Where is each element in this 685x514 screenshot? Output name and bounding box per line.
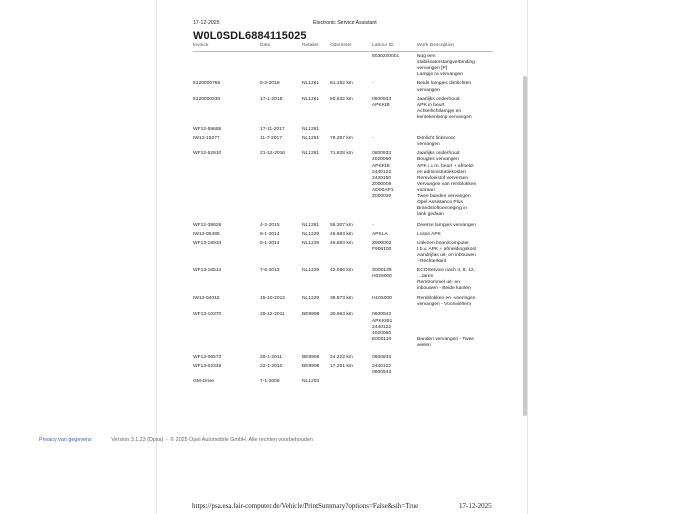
retailer-cell: NL1229 [302, 296, 320, 302]
work-line: ...Jaren [417, 274, 434, 279]
odometer-cell: 46.683 km [330, 232, 353, 238]
work-line: Losse APK [417, 232, 441, 238]
labour-id: 0600933 [372, 96, 392, 102]
scrollbar-thumb[interactable] [523, 76, 527, 416]
labour-id-cell [372, 296, 417, 312]
date-cell: 21-12-2016 [260, 151, 286, 157]
work-line: Twee banden vervangen [417, 193, 471, 199]
date-cell: 8-1-2014 [260, 232, 280, 238]
work-line: inbouwen - Beide kanten [417, 286, 471, 292]
date-cell [260, 52, 302, 82]
retailer-cell: NL1261 [302, 127, 320, 133]
date-cell: 29-12-2011 [260, 312, 285, 318]
work-line: vervangen [P] [417, 66, 448, 72]
labour-id: 2440122 [372, 324, 392, 330]
labour-id-cell [372, 355, 417, 364]
work-description-cell [417, 136, 493, 151]
work-line: Jaarlijks onderhoud [417, 151, 460, 157]
labour-id: APKKIB [372, 163, 390, 169]
labour-id: 8030200001 [372, 54, 400, 60]
invoice-cell: 5120000766 [193, 81, 221, 87]
labour-id: - [372, 223, 374, 229]
service-summary [193, 20, 493, 388]
odometer-cell: 30.963 km [330, 312, 353, 318]
labour-id: 4020060 [372, 330, 392, 336]
print-url: https://psa.esa.fair-computer.de/Vehicle/PrintSummary?options=False&sih=True [192, 502, 419, 510]
retailer-cell: BE9998 [302, 312, 320, 318]
work-line: wielen [417, 342, 431, 348]
invoice-cell: WF13-06573 [193, 355, 222, 361]
labour-id: Z000030 [372, 193, 392, 199]
work-line: t.b.v. APK + afmeldingskost [417, 246, 477, 252]
date-cell: 22-1-2010 [260, 364, 283, 370]
retailer-cell: NL1229 [302, 267, 320, 273]
work-line: - Rechterkant [417, 258, 447, 264]
labour-id-cell [372, 151, 417, 223]
retailer-cell: NL1229 [302, 232, 320, 238]
work-line: en administratiekosten [417, 169, 466, 175]
app-title: Electronic Service Assistant [313, 20, 377, 26]
col-labour-id: Labour ID [372, 43, 417, 52]
retailer-cell [302, 52, 330, 82]
table-row [193, 136, 493, 151]
invoice-cell: 5120000330 [193, 96, 221, 102]
table-row [193, 268, 493, 296]
service-history-table [193, 43, 493, 388]
odometer-cell: 24.222 km [330, 355, 353, 361]
retailer-cell: NL1203 [302, 379, 320, 385]
labour-id: Z900002 [372, 240, 392, 246]
work-line: Jaarlijks onderhoud [417, 96, 460, 102]
work-line: Nog een [417, 54, 436, 60]
odometer-cell: 46.683 km [330, 240, 353, 246]
invoice-cell: GM-Drive [193, 379, 214, 385]
work-line: vervangen [417, 142, 440, 148]
header-date: 17-12-2025 [193, 20, 220, 26]
labour-id-cell [372, 312, 417, 355]
labour-id-cell [372, 81, 417, 96]
work-description-cell [417, 312, 493, 355]
retailer-cell: NL1261 [302, 81, 320, 87]
odometer-cell [330, 52, 372, 82]
work-description-cell [417, 296, 493, 312]
table-header-row [193, 43, 493, 52]
copyright-text: © 2025 Opel Automobile GmbH. Alle rechten voorbehouden [170, 437, 313, 443]
work-description-cell [417, 364, 493, 379]
odometer-cell [330, 127, 372, 136]
table-row [193, 296, 493, 312]
labour-id-cell [372, 52, 417, 82]
table-row [193, 364, 493, 379]
labour-id: S000135 [372, 267, 392, 273]
labour-id: 0600943 [372, 370, 392, 376]
work-description-cell [417, 355, 493, 364]
work-description-cell [417, 232, 493, 240]
table-row [193, 312, 493, 355]
date-cell: 4-2-2015 [260, 223, 280, 229]
retailer-cell: BE9998 [302, 355, 320, 361]
table-row [193, 81, 493, 96]
labour-id: AD00AP1 [372, 187, 394, 193]
work-line: Brandstoftoevoeging in [417, 206, 468, 212]
retailer-cell: NL1261 [302, 96, 320, 102]
retailer-cell: NL1261 [302, 223, 320, 229]
invoice-cell: WF13-16514 [193, 267, 222, 273]
table-row [193, 151, 493, 223]
work-line: APK i.c.m. beurt + afmeld- [417, 163, 475, 169]
table-row [193, 241, 493, 268]
labour-id: 4020060 [372, 157, 392, 163]
invoice-cell: WF12-52910 [193, 151, 222, 157]
labour-id: APKKIB1 [372, 318, 393, 324]
work-line: Remvloeistof verversen [417, 175, 469, 181]
date-cell: 17-11-2017 [260, 127, 285, 133]
invoice-cell: WF12-38626 [193, 223, 222, 229]
work-line: Banden vervangen - Twee [417, 336, 475, 342]
odometer-cell: 76.287 km [330, 136, 353, 142]
labour-id: 2440122 [372, 169, 392, 175]
table-row [193, 127, 493, 136]
work-line: Remblokken en -voeringen [417, 296, 476, 302]
work-description-cell [417, 81, 493, 96]
retailer-cell: BE9998 [302, 364, 320, 370]
work-line: Lampje ra vervangen [417, 72, 463, 78]
vin-number: W0L0SDL6884115025 [193, 30, 307, 42]
labour-id-cell [372, 268, 417, 296]
work-line: Uitlezen boordcomputer [417, 240, 469, 246]
table-row [193, 355, 493, 364]
labour-id-cell [372, 379, 417, 388]
col-date: Date [260, 43, 302, 52]
work-line: kentekenlamp vervangen [417, 114, 472, 120]
retailer-cell: NL1261 [302, 151, 320, 157]
work-line: vooraan [417, 187, 435, 193]
col-invoice: Invoice [193, 43, 260, 52]
odometer-cell: 80.632 km [330, 96, 353, 102]
labour-id-cell [372, 136, 417, 151]
work-line: Beide lampjes dimlichten [417, 81, 472, 87]
work-description-cell [417, 151, 493, 223]
invoice-cell: WF13-18934 [193, 240, 222, 246]
odometer-cell: 42.066 km [330, 267, 353, 273]
labour-id: H026000 [372, 274, 392, 279]
work-description-cell [417, 379, 493, 388]
date-cell: 26-1-2011 [260, 355, 282, 361]
labour-id: APKLA [372, 232, 388, 238]
odometer-cell [330, 379, 372, 388]
table-row [193, 97, 493, 127]
work-line: stabilisatorstangverbinding [417, 60, 475, 66]
page-footer [39, 437, 313, 443]
work-line: Achterlichtlampje en [417, 108, 462, 114]
retailer-cell: NL1261 [302, 136, 320, 142]
invoice-cell: WF13-10370 [193, 312, 222, 318]
privacy-link[interactable]: Privacy van gegevens [39, 437, 92, 443]
date-cell: 7-6-2013 [260, 267, 280, 273]
labour-id: H105000 [372, 296, 392, 302]
odometer-cell: 81.152 km [330, 81, 353, 87]
print-header [193, 20, 493, 30]
work-line: APK in beurt [417, 102, 445, 108]
col-work-description: Work Description [417, 43, 493, 52]
labour-id-cell [372, 97, 417, 127]
date-cell: 8-1-2014 [260, 240, 280, 246]
date-cell: 17-1-2018 [260, 96, 283, 102]
labour-id: - [372, 136, 374, 142]
work-line: Diverse lampjes vervangen [417, 223, 476, 229]
work-line: Bougies vervangen [417, 157, 459, 163]
table-row [193, 379, 493, 388]
odometer-cell: 71.828 km [330, 151, 353, 157]
labour-id-cell [372, 232, 417, 240]
work-line: vervangen - Voorwielrem [417, 302, 472, 308]
labour-id: 0600933 [372, 151, 392, 157]
labour-id: 2420150 [372, 175, 392, 181]
invoice-cell: IW13-04015 [193, 296, 220, 302]
odometer-cell: 56.307 km [330, 223, 353, 229]
date-cell: 7-1-2008 [260, 379, 280, 385]
version-text: Version 3.1.23 (Dpsa) [111, 437, 164, 443]
retailer-cell: NL1229 [302, 240, 320, 246]
invoice-cell: WF13-02349 [193, 364, 222, 370]
work-line: tank gedaan [417, 212, 444, 218]
date-cell: 11-7-2017 [260, 136, 282, 142]
table-row [193, 52, 493, 82]
work-description-cell [417, 97, 493, 127]
odometer-cell: 17.251 km [330, 364, 353, 370]
invoice-cell [193, 52, 260, 82]
col-retailer: Retailer [302, 43, 330, 52]
work-description-cell [417, 268, 493, 296]
labour-id-cell [372, 364, 417, 379]
col-odometer: Odometer [330, 43, 372, 52]
labour-id: Z000009 [372, 181, 392, 187]
labour-id: 2440122 [372, 364, 392, 370]
work-description-cell [417, 52, 493, 82]
labour-id: 0600943 [372, 312, 392, 318]
table-row [193, 232, 493, 240]
work-line: Remtrommel uit- en [417, 280, 460, 286]
labour-id: - [372, 81, 374, 87]
invoice-cell: IW13-05495 [193, 232, 220, 238]
work-line: Vervangen van remblokken [417, 181, 477, 187]
work-line: Opel Assistance Plus [417, 200, 463, 206]
labour-id-cell [372, 241, 417, 268]
date-cell: 8-2-2018 [260, 81, 280, 87]
invoice-cell: WF12-59655 [193, 127, 222, 133]
labour-id: E000110 [372, 336, 392, 342]
labour-id: APKKIB [372, 102, 390, 108]
work-description-cell [417, 241, 493, 268]
footer-separator: - [165, 437, 168, 443]
labour-id: 0600933 [372, 355, 392, 361]
date-cell: 15-10-2012 [260, 296, 286, 302]
labour-id-cell [372, 127, 417, 136]
work-line: Dimlicht linksvoor [417, 136, 456, 142]
work-description-cell [417, 127, 493, 136]
table-body [193, 52, 493, 389]
labour-id: F906100 [372, 246, 392, 252]
print-date: 17-12-2025 [459, 502, 492, 510]
work-line: Aandrijfas uit- en inbouwen [417, 252, 476, 258]
odometer-cell: 36.873 km [330, 296, 353, 302]
work-line: ECOService nach 4, 8, 12, [417, 267, 475, 273]
work-line: vervangen [417, 87, 440, 93]
invoice-cell: IW12-15277 [193, 136, 220, 142]
